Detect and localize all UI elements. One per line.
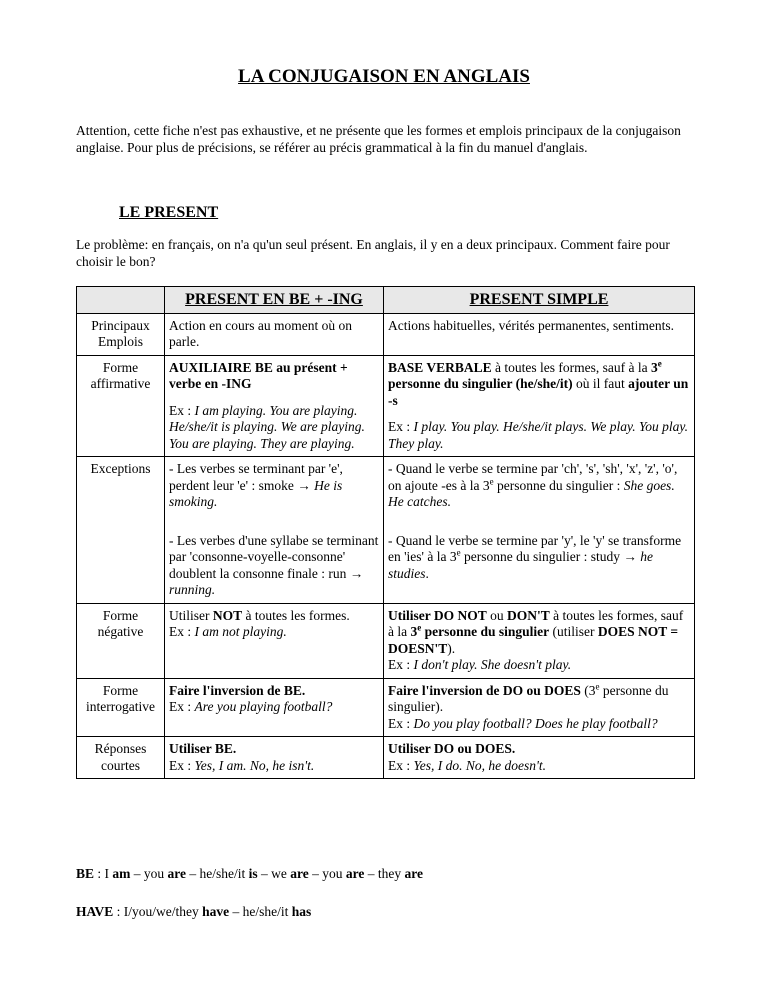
- negative-be-ex-prefix: Ex :: [169, 624, 195, 639]
- affirmative-simple-ex-prefix: Ex :: [388, 419, 414, 434]
- cell-affirmative-simple: [384, 355, 695, 457]
- cell-exceptions-simple: [384, 457, 695, 604]
- column-header-present-simple: PRESENT SIMPLE: [384, 287, 695, 314]
- exception-simple-2: - Quand le verbe se termine par 'y', le 'y' se transforme en 'ies' à la 3e personne du singulier : study → he studies.: [388, 532, 682, 581]
- cell-interrogative-simple: [384, 678, 695, 737]
- row-label-exceptions: Exceptions: [77, 457, 165, 604]
- courtes-be-example: Yes, I am. No, he isn't.: [194, 757, 315, 773]
- row-label-courtes: Réponses courtes: [77, 737, 165, 779]
- courtes-simple-ex-prefix: Ex :: [388, 757, 414, 773]
- be-conjugation-line: BE : I am – you are – he/she/it is – we are – you are – they are: [76, 866, 424, 881]
- cell-affirmative-be: [165, 355, 384, 457]
- intro-paragraph: Attention, cette fiche n'est pas exhaustive, et ne présente que les formes et emplois principaux de la conjugaison anglaise. Pour plus de précisions, se référer au précis grammatical à la fin du manuel d'anglais.: [76, 123, 681, 155]
- negative-simple-ex-prefix: Ex :: [388, 657, 414, 672]
- document-title: LA CONJUGAISON EN ANGLAIS: [238, 66, 530, 87]
- courtes-simple-rule: Utiliser DO ou DOES.: [388, 741, 516, 756]
- courtes-be-ex-prefix: Ex :: [169, 757, 195, 773]
- exception-be-2: - Les verbes d'une syllabe se terminant par 'consonne-voyelle-consonne' doublent la consonne finale : run → running.: [169, 532, 379, 597]
- affirmative-be-ex-prefix: Ex :: [169, 402, 195, 418]
- courtes-be-rule: Utiliser BE.: [169, 741, 237, 756]
- row-label-affirmative: Forme affirmative: [77, 355, 165, 457]
- negative-be-example: I am not playing.: [194, 624, 287, 639]
- table-header-row: [77, 287, 695, 314]
- have-conjugation-line: HAVE : I/you/we/they have – he/she/it has: [76, 904, 312, 919]
- table-corner-cell: [77, 287, 165, 314]
- cell-interrogative-be: [165, 678, 384, 737]
- row-interrogative: [77, 678, 695, 737]
- exception-be-1: - Les verbes se terminant par 'e', perdent leur 'e' : smoke → He is smoking.: [169, 461, 343, 509]
- interrogative-simple-ex-prefix: Ex :: [388, 715, 414, 731]
- negative-simple-rule: Utiliser DO NOT ou DON'T à toutes les formes, sauf à la 3e personne du singulier (utiliser DOES NOT = DOESN'T).: [388, 607, 684, 656]
- row-label-emplois: Principaux Emplois: [77, 313, 165, 355]
- cell-emplois-simple: Actions habituelles, vérités permanentes, sentiments.: [384, 313, 695, 355]
- cell-exceptions-be: [165, 457, 384, 604]
- section-title: LE PRESENT: [119, 204, 219, 221]
- exception-simple-1: - Quand le verbe se termine par 'ch', 's', 'sh', 'x', 'z', 'o', on ajoute -es à la 3e personne du singulier : She goes. He catches.: [388, 461, 678, 509]
- cell-courtes-simple: [384, 737, 695, 779]
- column-header-be-ing: PRESENT EN BE + -ING: [165, 287, 384, 314]
- row-label-interrogative: Forme interrogative: [77, 678, 165, 737]
- row-exceptions: [77, 457, 695, 604]
- courtes-simple-example: Yes, I do. No, he doesn't.: [413, 757, 547, 773]
- affirmative-simple-example: I play. You play. He/she/it plays. We play. You play. They play.: [388, 419, 689, 451]
- negative-be-rule: Utiliser NOT à toutes les formes.: [169, 607, 350, 623]
- row-affirmative: [77, 355, 695, 457]
- section-intro: Le problème: en français, on n'a qu'un seul présent. En anglais, il y en a deux principaux. Comment faire pour choisir le bon?: [76, 237, 670, 269]
- conjugation-table: [76, 286, 695, 779]
- row-negative: [77, 603, 695, 678]
- cell-courtes-be: [165, 737, 384, 779]
- row-label-negative: Forme négative: [77, 603, 165, 678]
- interrogative-simple-rule: Faire l'inversion de DO ou DOES (3e personne du singulier).: [388, 681, 669, 714]
- cell-negative-be: [165, 603, 384, 678]
- affirmative-be-rule: AUXILIAIRE BE au présent + verbe en -ING: [169, 359, 348, 391]
- interrogative-simple-example: Do you play football? Does he play football?: [413, 715, 658, 731]
- row-courtes: [77, 737, 695, 779]
- interrogative-be-rule: Faire l'inversion de BE.: [169, 682, 306, 698]
- cell-emplois-be: Action en cours au moment où on parle.: [165, 313, 384, 355]
- cell-negative-simple: [384, 603, 695, 678]
- negative-simple-example: I don't play. She doesn't play.: [413, 657, 572, 672]
- interrogative-be-example: Are you playing football?: [194, 699, 333, 714]
- interrogative-be-ex-prefix: Ex :: [169, 699, 195, 714]
- row-emplois: [77, 313, 695, 355]
- affirmative-simple-rule: BASE VERBALE à toutes les formes, sauf à la 3e personne du singulier (he/she/it) où il faut ajouter un -s: [388, 358, 689, 408]
- affirmative-be-example: I am playing. You are playing. He/she/it is playing. We are playing. You are playing. They are playing.: [169, 402, 365, 451]
